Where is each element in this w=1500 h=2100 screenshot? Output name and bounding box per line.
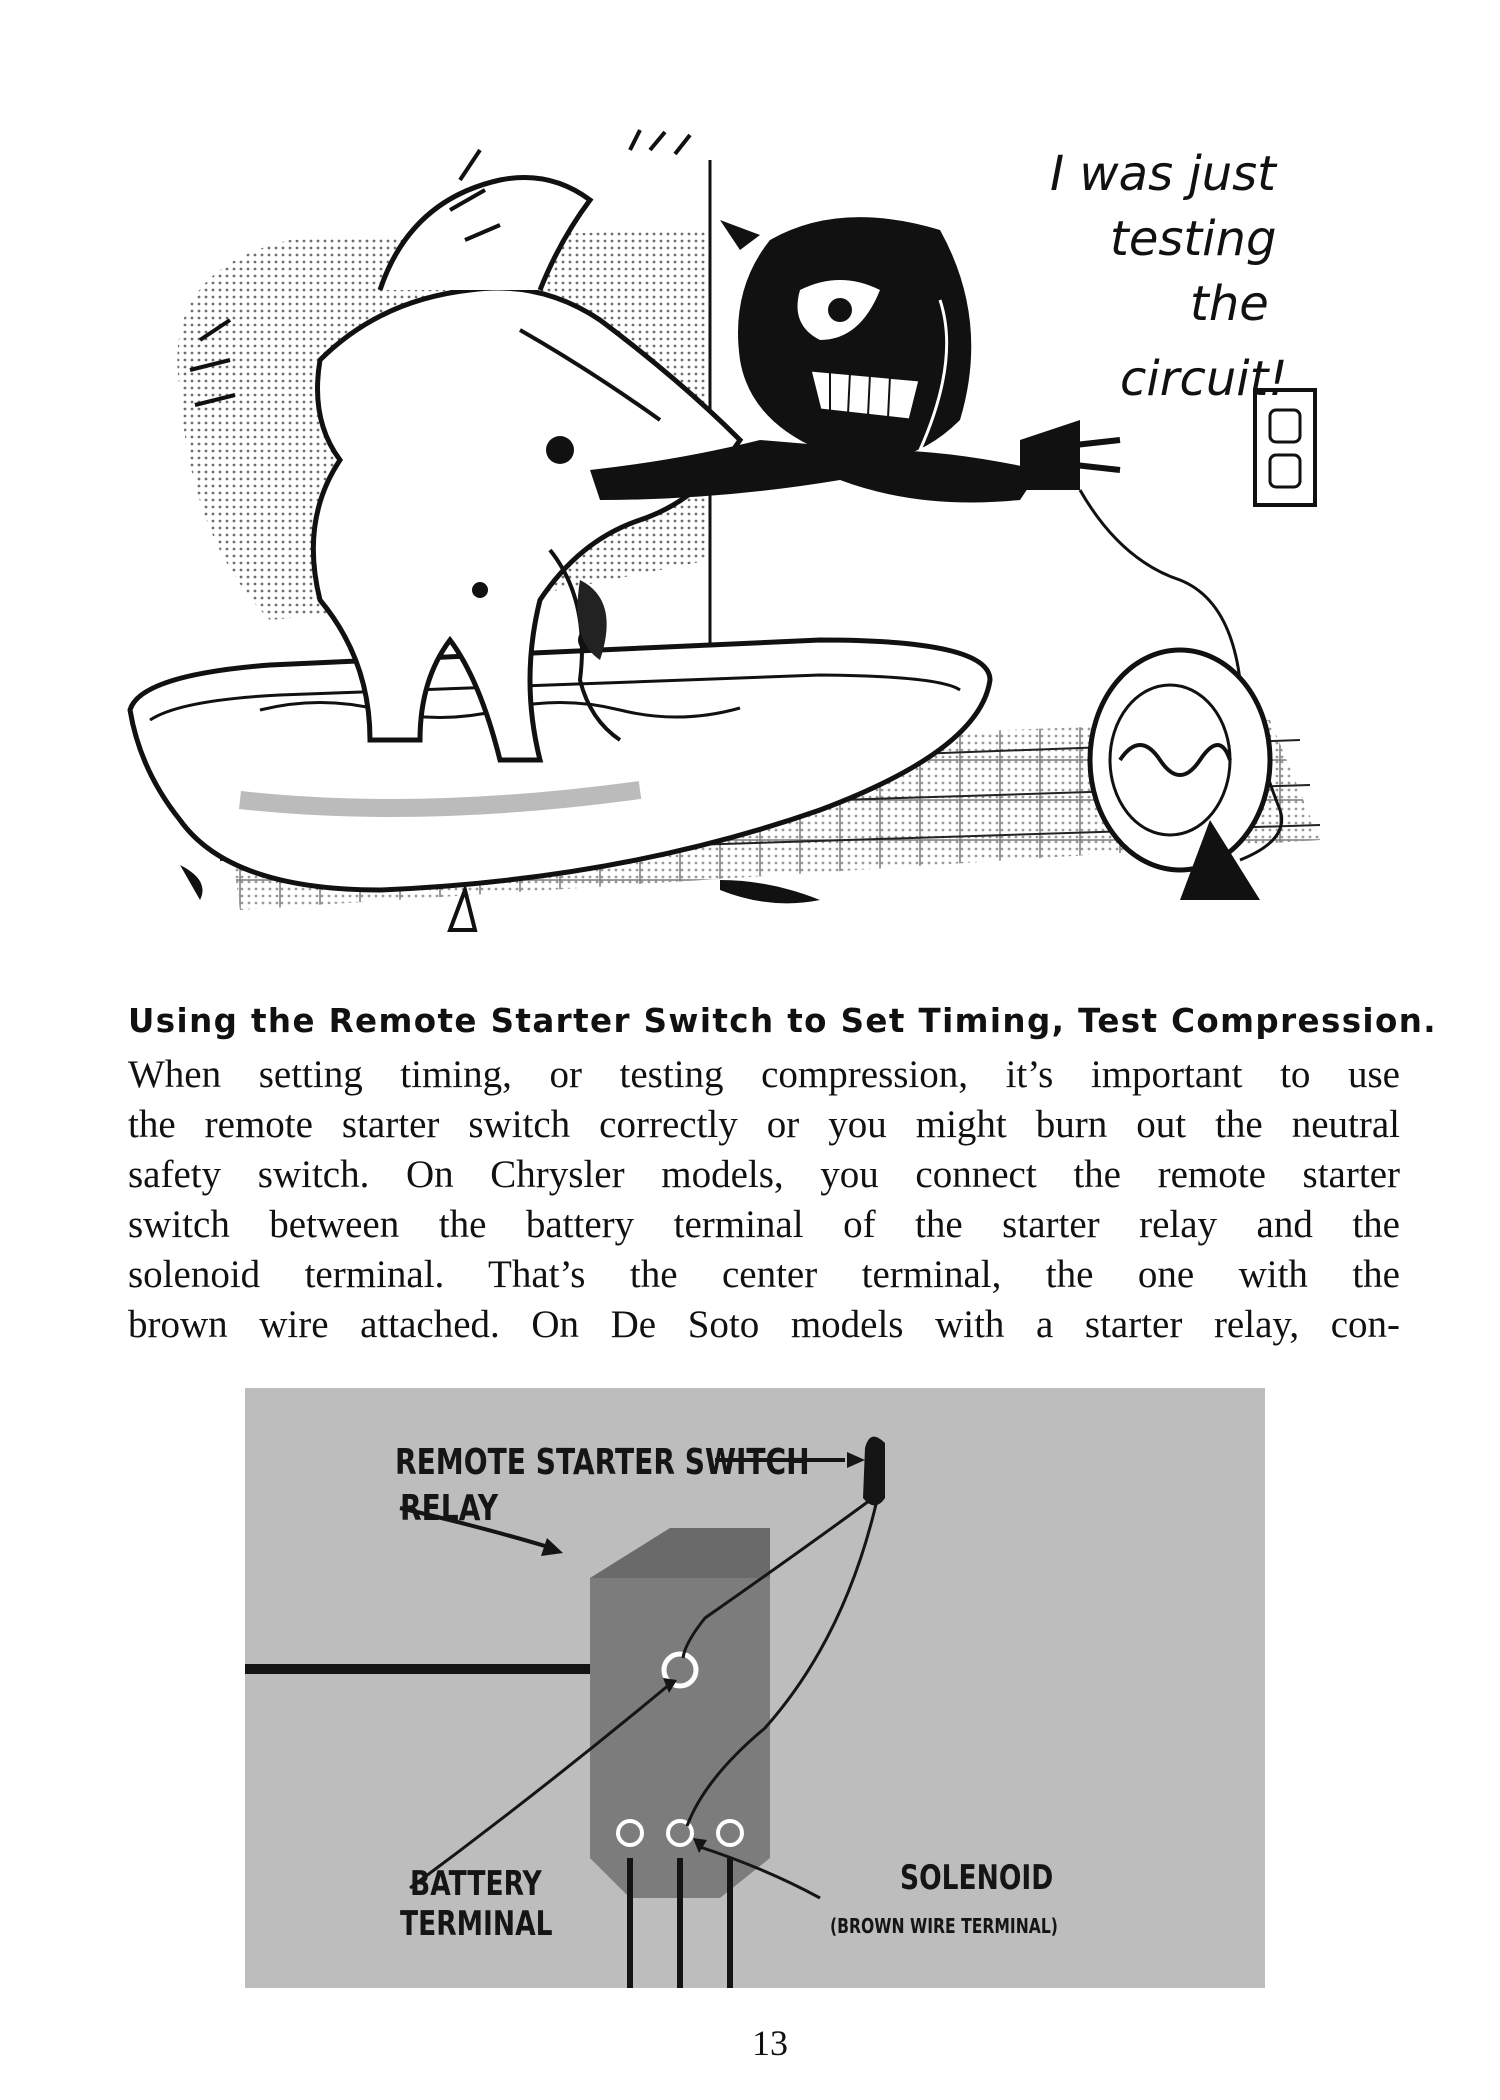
body-line: the remote starter switch correctly or you might burn out the neutral — [128, 1103, 1400, 1146]
body-line: When setting timing, or testing compression, it’s important to use — [128, 1053, 1400, 1096]
label-battery: BATTERY — [410, 1864, 542, 1904]
page-number: 13 — [752, 2023, 788, 2063]
body-line: switch between the battery terminal of the starter relay and the — [128, 1203, 1400, 1246]
relay-body — [590, 1578, 770, 1898]
speech-line-3: the — [1190, 276, 1269, 332]
label-solenoid: SOLENOID — [900, 1858, 1054, 1898]
battery-cable — [245, 1664, 590, 1674]
speech-line-2: testing — [1110, 211, 1277, 267]
body-paragraph — [128, 1050, 1400, 1350]
relay-wiring-diagram — [245, 1388, 1265, 1988]
label-remote-starter-switch: REMOTE STARTER SWITCH — [395, 1442, 810, 1483]
label-brown-wire-terminal: (BROWN WIRE TERMINAL) — [830, 1914, 1058, 1938]
bathtub-gremlin-cartoon — [120, 120, 1390, 970]
body-line: safety switch. On Chrysler models, you connect the remote starter — [128, 1153, 1400, 1196]
remote-switch-icon — [863, 1437, 885, 1506]
body-line: brown wire attached. On De Soto models with a starter relay, con- — [128, 1303, 1400, 1346]
speech-line-1: I was just — [1050, 146, 1276, 202]
section-heading: Using the Remote Starter Switch to Set Timing, Test Compression. — [128, 1002, 1437, 1040]
label-terminal: TERMINAL — [400, 1904, 553, 1944]
cartoon-illustration — [120, 120, 1390, 970]
speech-line-4: circuit! — [1120, 351, 1288, 407]
label-relay: RELAY — [400, 1488, 499, 1529]
body-line: solenoid terminal. That’s the center terminal, the one with the — [128, 1253, 1400, 1296]
